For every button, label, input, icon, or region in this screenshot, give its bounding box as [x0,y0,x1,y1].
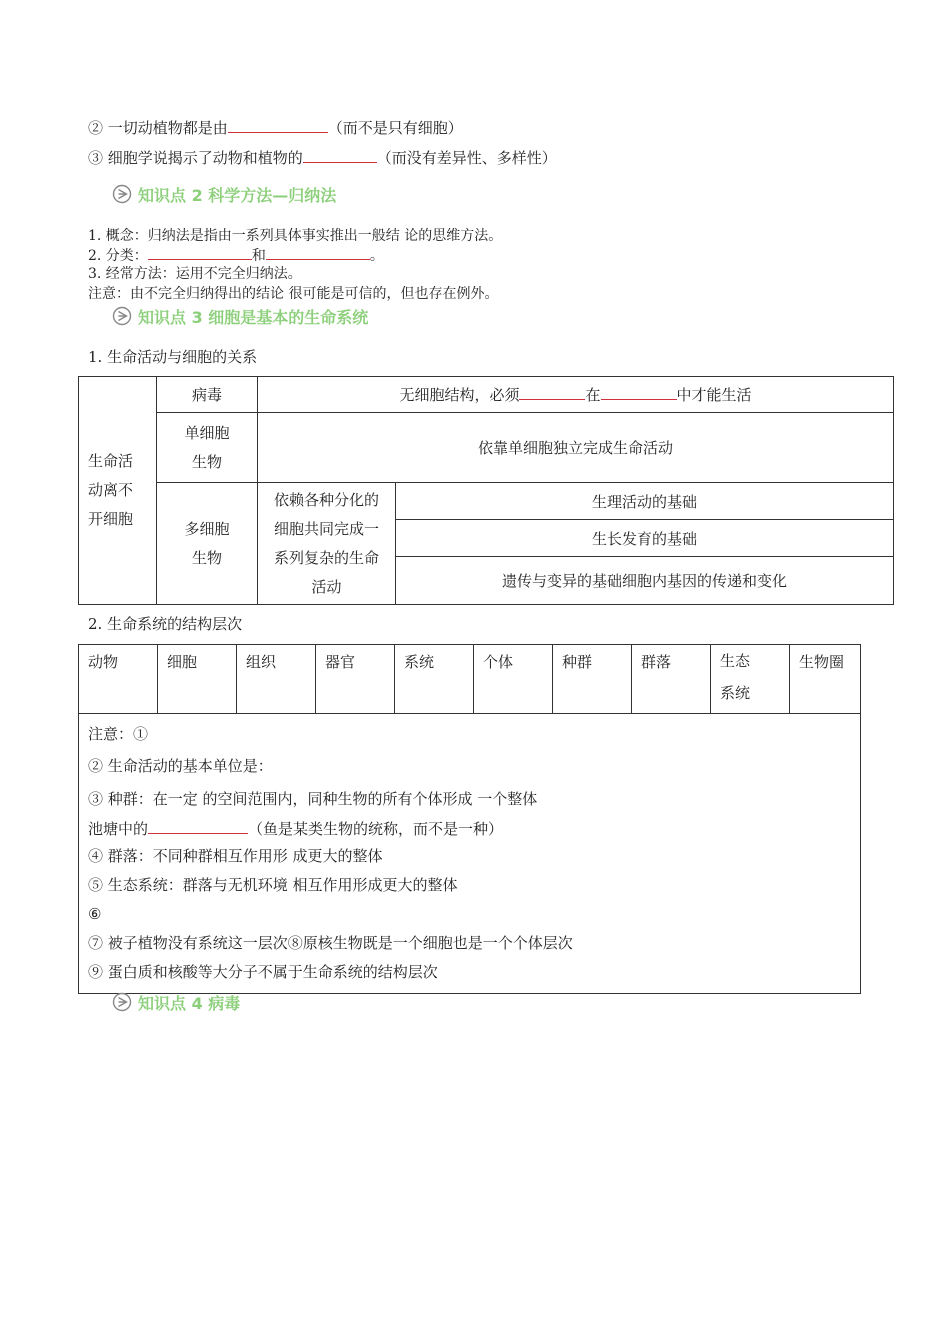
level-cell: 细胞 [158,645,237,714]
notes-cell: 注意：① ② 生命活动的基本单位是： ③ 种群：在一定 的空间范围内，同种生物的所有个体形成 一个整体 池塘中的 （鱼是某类生物的统称，而不是一种） ④ 群落：不同种群相互作用形 成更大的整体 ⑤ 生态系统：群落与无机环境 相互作用形成更大的整体 ⑥ ⑦ 被子植物没有系统这一层次⑧原核生物既是一个细胞也是一个个体层次 ⑨ 蛋白质和核酸等大分子不属于生命系统的结构层次 [79,714,861,994]
level-cell: 生物圈 [790,645,861,714]
fill-blank[interactable] [148,818,248,834]
kp2-item-2: 2. 分类： 和 。 [88,244,384,265]
level-cell: 系统 [395,645,474,714]
virus-desc-cell: 无细胞结构，必须 在 中才能生活 [258,377,894,413]
level-cell: 动物 [79,645,158,714]
fill-blank[interactable] [228,117,328,133]
arrow-circle-icon [112,992,132,1012]
level-cell: 器官 [316,645,395,714]
multicell-desc-cell: 依赖各种分化的 细胞共同完成一 系列复杂的生命 活动 [258,483,396,605]
virus-cell: 病毒 [157,377,258,413]
arrow-circle-icon [112,306,132,326]
kp2-note: 注意：由不完全归纳得出的结论 很可能是可信的，但也存在例外。 [88,286,499,302]
level-cell: 组织 [237,645,316,714]
basis-cell: 生长发育的基础 [396,520,894,557]
kp2-item-1: 1. 概念：归纳法是指由一系列具体事实推出一般结 论的思维方法。 [88,228,503,244]
section-2-title: 2. 生命系统的结构层次 [88,615,243,633]
fill-blank[interactable] [303,147,377,163]
unicell-desc-cell: 依靠单细胞独立完成生命活动 [258,413,894,483]
statement-3: ③ 细胞学说揭示了动物和植物的 （而没有差异性、多样性） [88,149,557,167]
level-cell: 群落 [632,645,711,714]
kp2-heading: 知识点 2 科学方法—归纳法 [112,181,336,207]
level-cell: 个体 [474,645,553,714]
life-activity-table [78,376,894,605]
fill-blank[interactable] [519,384,585,400]
unicell-cell: 单细胞 生物 [157,413,258,483]
note-3b: 池塘中的 （鱼是某类生物的统称，而不是一种） [88,820,504,838]
fill-blank[interactable] [601,384,677,400]
arrow-circle-icon [112,184,132,204]
kp2-item-3: 3. 经常方法：运用不完全归纳法。 [88,266,302,282]
section-1-title: 1. 生命活动与细胞的关系 [88,348,258,366]
level-cell: 种群 [553,645,632,714]
kp3-heading: 知识点 3 细胞是基本的生命系统 [112,303,368,329]
row-header-cell: 生命活 动离不 开细胞 [79,377,157,605]
multicell-cell: 多细胞 生物 [157,483,258,605]
basis-cell: 生理活动的基础 [396,483,894,520]
fill-blank[interactable] [148,244,252,260]
kp4-heading: 知识点 4 病毒 [112,989,240,1015]
statement-2: ② 一切动植物都是由 （而不是只有细胞） [88,119,463,137]
level-cell-ecosystem: 生态 系统 [711,645,790,714]
basis-cell: 遗传与变异的基础细胞内基因的传递和变化 [396,557,894,605]
fill-blank[interactable] [266,244,370,260]
structure-levels-table [78,644,861,994]
